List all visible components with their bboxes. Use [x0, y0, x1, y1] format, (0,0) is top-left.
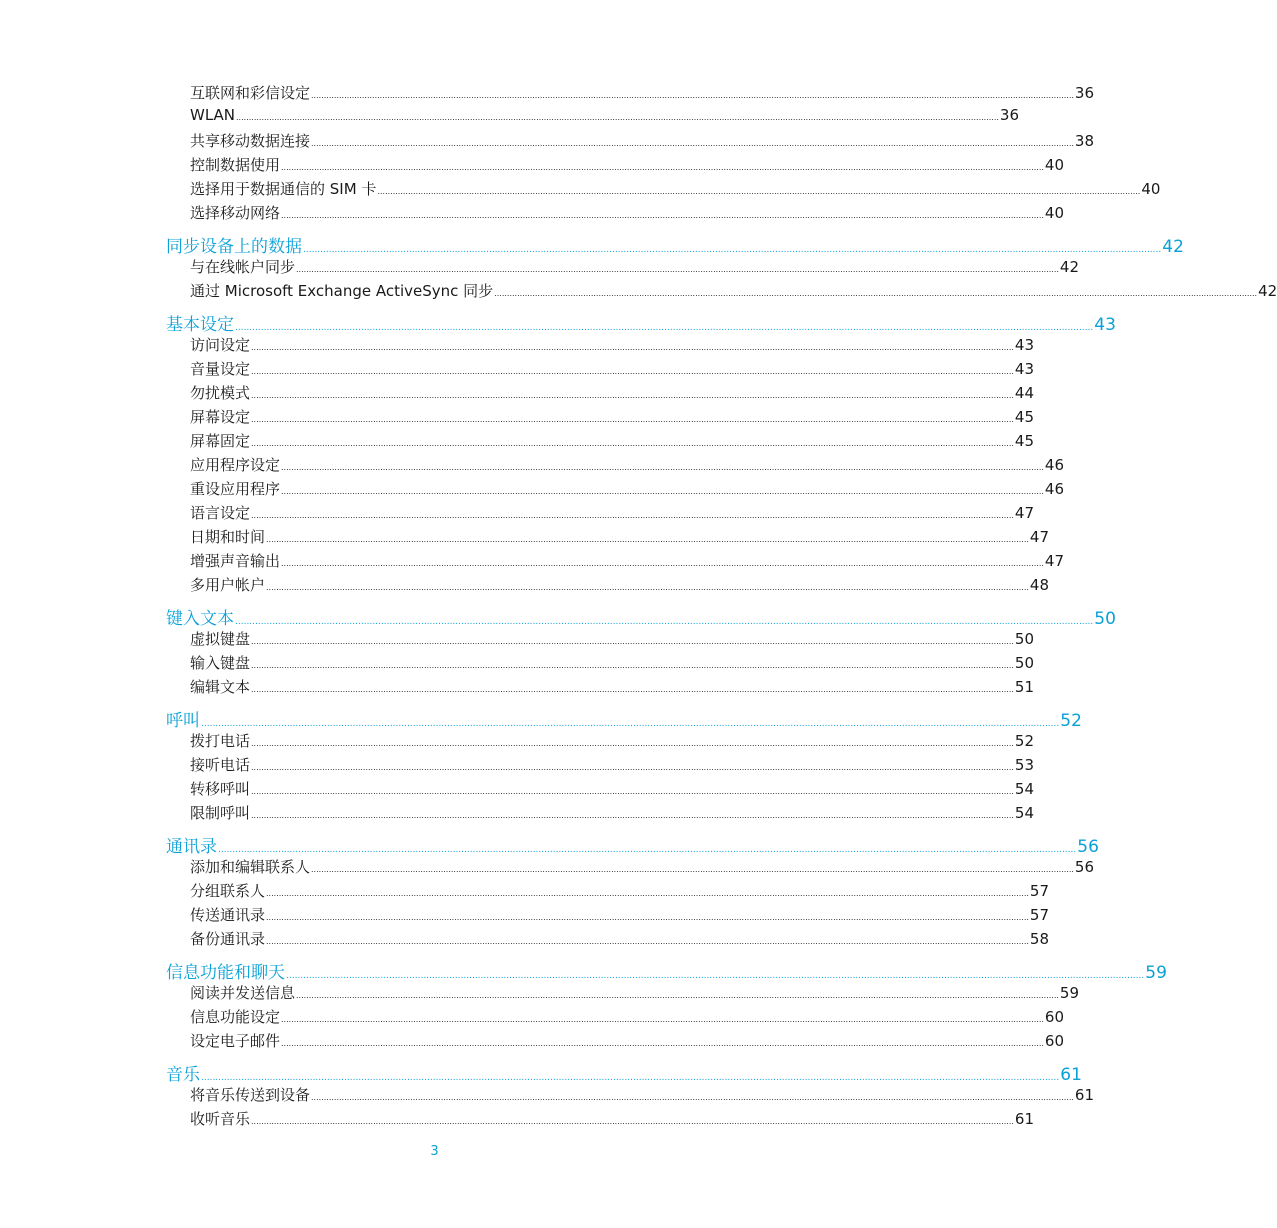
toc-dot-leader: ............................................................................................................................................................................................................................................................................................................ — [266, 535, 1029, 544]
toc-dot-leader: ............................................................................................................................................................................................................................................................................................................ — [377, 187, 1141, 196]
toc-entry[interactable] — [190, 502, 1034, 526]
toc-entry-title: 音量设定 — [190, 360, 251, 378]
toc-dot-leader: ............................................................................................................................................................................................................................................................................................................ — [201, 1073, 1060, 1083]
toc-entry-page: 58 — [1029, 930, 1049, 948]
toc-entry[interactable] — [190, 154, 1064, 178]
toc-dot-leader: ............................................................................................................................................................................................................................................................................................................ — [266, 913, 1029, 922]
toc-dot-leader: ............................................................................................................................................................................................................................................................................................................ — [251, 1117, 1014, 1126]
toc-entry-title: 应用程序设定 — [190, 456, 281, 474]
toc-entry-title: 互联网和彩信设定 — [190, 84, 311, 102]
toc-entry-title: 通过 Microsoft Exchange ActiveSync 同步 — [190, 282, 494, 300]
toc-entry-title: 信息功能设定 — [190, 1008, 281, 1026]
toc-entry[interactable] — [190, 430, 1034, 454]
toc-section-entry[interactable] — [166, 958, 1167, 984]
toc-entry-page: 40 — [1141, 180, 1161, 198]
toc-entry-title: 基本设定 — [166, 315, 234, 335]
toc-entry-page: 42 — [1162, 237, 1184, 257]
toc-dot-leader: ............................................................................................................................................................................................................................................................................................................ — [281, 463, 1044, 472]
toc-entry-title: 阅读并发送信息 — [190, 984, 296, 1002]
toc-section-entry[interactable] — [166, 1060, 1082, 1086]
toc-entry-page: 47 — [1029, 528, 1049, 546]
toc-entry-page: 47 — [1044, 552, 1064, 570]
toc-dot-leader: ............................................................................................................................................................................................................................................................................................................ — [251, 811, 1014, 820]
toc-entry-title: 控制数据使用 — [190, 156, 281, 174]
toc-entry-page: 43 — [1014, 336, 1034, 354]
toc-dot-leader: ............................................................................................................................................................................................................................................................................................................ — [296, 265, 1059, 274]
toc-entry-title: 多用户帐户 — [190, 576, 266, 594]
toc-entry-page: 42 — [1059, 258, 1079, 276]
toc-entry[interactable] — [190, 256, 1079, 280]
toc-entry-page: 56 — [1074, 858, 1094, 876]
toc-entry-title: 分组联系人 — [190, 882, 266, 900]
toc-entry[interactable] — [190, 334, 1034, 358]
toc-entry[interactable] — [190, 628, 1034, 652]
page-number: 3 — [430, 1144, 439, 1159]
toc-dot-leader: ............................................................................................................................................................................................................................................................................................................ — [251, 391, 1014, 400]
toc-entry-page: 60 — [1044, 1008, 1064, 1026]
toc-dot-leader: ............................................................................................................................................................................................................................................................................................................ — [251, 367, 1014, 376]
toc-entry-title: 勿扰模式 — [190, 384, 251, 402]
toc-dot-leader: ............................................................................................................................................................................................................................................................................................................ — [311, 865, 1074, 874]
toc-entry-page: 36 — [1074, 84, 1094, 102]
toc-dot-leader: ............................................................................................................................................................................................................................................................................................................ — [235, 617, 1094, 627]
toc-section-entry[interactable] — [166, 604, 1116, 630]
toc-entry-page: 50 — [1094, 609, 1116, 629]
toc-entry-title: 增强声音输出 — [190, 552, 281, 570]
toc-dot-leader: ............................................................................................................................................................................................................................................................................................................ — [251, 511, 1014, 520]
toc-entry-page: 50 — [1014, 630, 1034, 648]
toc-entry-title: 传送通讯录 — [190, 906, 266, 924]
toc-entry-title: 收听音乐 — [190, 1110, 251, 1128]
toc-entry-page: 45 — [1014, 408, 1034, 426]
toc-dot-leader: ............................................................................................................................................................................................................................................................................................................ — [266, 889, 1029, 898]
toc-dot-leader: ............................................................................................................................................................................................................................................................................................................ — [251, 787, 1014, 796]
toc-entry[interactable] — [190, 178, 1161, 202]
toc-entry-page: 57 — [1029, 882, 1049, 900]
toc-entry-page: 60 — [1044, 1032, 1064, 1050]
toc-entry-title: 虚拟键盘 — [190, 630, 251, 648]
toc-entry-title: 语言设定 — [190, 504, 251, 522]
toc-entry[interactable] — [190, 280, 1277, 304]
toc-entry-page: 51 — [1014, 678, 1034, 696]
toc-dot-leader: ............................................................................................................................................................................................................................................................................................................ — [251, 637, 1014, 646]
toc-entry[interactable] — [190, 904, 1049, 928]
toc-entry-title: 访问设定 — [190, 336, 251, 354]
toc-dot-leader: ............................................................................................................................................................................................................................................................................................................ — [494, 289, 1258, 298]
toc-entry[interactable] — [190, 358, 1034, 382]
toc-dot-leader: ............................................................................................................................................................................................................................................................................................................ — [296, 991, 1059, 1000]
toc-entry-page: 40 — [1044, 204, 1064, 222]
toc-entry-page: 43 — [1014, 360, 1034, 378]
toc-entry-title: 转移呼叫 — [190, 780, 251, 798]
toc-entry-page: 45 — [1014, 432, 1034, 450]
toc-entry-page: 38 — [1074, 132, 1094, 150]
toc-entry-page: 40 — [1044, 156, 1064, 174]
toc-entry-page: 54 — [1014, 780, 1034, 798]
toc-dot-leader: ............................................................................................................................................................................................................................................................................................................ — [281, 1039, 1044, 1048]
toc-entry-page: 57 — [1029, 906, 1049, 924]
toc-entry[interactable] — [190, 130, 1094, 154]
toc-entry-page: 42 — [1258, 282, 1277, 300]
toc-dot-leader: ............................................................................................................................................................................................................................................................................................................ — [251, 415, 1014, 424]
toc-entry-title: 编辑文本 — [190, 678, 251, 696]
toc-entry[interactable] — [190, 730, 1034, 754]
toc-entry-page: 44 — [1014, 384, 1034, 402]
toc-entry[interactable] — [190, 754, 1034, 778]
toc-entry-title: 屏幕设定 — [190, 408, 251, 426]
toc-dot-leader: ............................................................................................................................................................................................................................................................................................................ — [311, 1093, 1074, 1102]
toc-entry-page: 56 — [1077, 837, 1099, 857]
toc-entry-title: 呼叫 — [166, 711, 200, 731]
toc-entry-page: 61 — [1074, 1086, 1094, 1104]
toc-entry-title: 设定电子邮件 — [190, 1032, 281, 1050]
toc-entry[interactable] — [190, 928, 1049, 952]
toc-entry-title: 共享移动数据连接 — [190, 132, 311, 150]
toc-entry-page: 52 — [1060, 711, 1082, 731]
toc-entry[interactable] — [190, 574, 1049, 598]
toc-entry-title: 与在线帐户同步 — [190, 258, 296, 276]
toc-entry-page: 53 — [1014, 756, 1034, 774]
toc-entry[interactable] — [190, 1006, 1064, 1030]
toc-entry[interactable] — [190, 1108, 1034, 1132]
toc-entry[interactable] — [190, 202, 1064, 226]
toc-dot-leader: ............................................................................................................................................................................................................................................................................................................ — [251, 685, 1014, 694]
toc-entry-title: 选择移动网络 — [190, 204, 281, 222]
toc-dot-leader: ............................................................................................................................................................................................................................................................................................................ — [281, 559, 1044, 568]
toc-entry[interactable] — [190, 652, 1034, 676]
toc-entry[interactable] — [190, 880, 1049, 904]
toc-dot-leader: ............................................................................................................................................................................................................................................................................................................ — [251, 439, 1014, 448]
toc-dot-leader: ............................................................................................................................................................................................................................................................................................................ — [251, 739, 1014, 748]
toc-entry-page: 61 — [1060, 1065, 1082, 1085]
toc-dot-leader: ............................................................................................................................................................................................................................................................................................................ — [251, 661, 1014, 670]
toc-section-entry[interactable] — [166, 832, 1099, 858]
toc-dot-leader: ............................................................................................................................................................................................................................................................................................................ — [311, 139, 1074, 148]
toc-entry-title: 同步设备上的数据 — [166, 237, 302, 257]
toc-entry[interactable] — [190, 454, 1064, 478]
toc-entry[interactable] — [190, 106, 1019, 130]
toc-section-entry[interactable] — [166, 310, 1116, 336]
toc-entry-title: 键入文本 — [166, 609, 234, 629]
toc-entry[interactable] — [190, 550, 1064, 574]
toc-dot-leader: ............................................................................................................................................................................................................................................................................................................ — [235, 323, 1094, 333]
toc-section-entry[interactable] — [166, 232, 1184, 258]
toc-entry-page: 61 — [1014, 1110, 1034, 1128]
toc-entry-page: 46 — [1044, 480, 1064, 498]
toc-entry[interactable] — [190, 82, 1094, 106]
toc-entry-title: 接听电话 — [190, 756, 251, 774]
toc-dot-leader: ............................................................................................................................................................................................................................................................................................................ — [286, 971, 1145, 981]
toc-entry[interactable] — [190, 382, 1034, 406]
toc-entry[interactable] — [190, 778, 1034, 802]
toc-entry[interactable] — [190, 1030, 1064, 1054]
toc-entry-title: 信息功能和聊天 — [166, 963, 285, 983]
toc-entry-page: 36 — [999, 106, 1019, 124]
toc-dot-leader: ............................................................................................................................................................................................................................................................................................................ — [251, 343, 1014, 352]
toc-entry-title: 输入键盘 — [190, 654, 251, 672]
toc-entry-title: 添加和编辑联系人 — [190, 858, 311, 876]
toc-entry-page: 54 — [1014, 804, 1034, 822]
toc-entry-page: 59 — [1145, 963, 1167, 983]
toc-dot-leader: ............................................................................................................................................................................................................................................................................................................ — [251, 763, 1014, 772]
toc-section-entry[interactable] — [166, 706, 1082, 732]
toc-entry-title: 备份通讯录 — [190, 930, 266, 948]
toc-entry-title: WLAN — [190, 106, 236, 124]
toc-entry-page: 48 — [1029, 576, 1049, 594]
toc-entry-page: 47 — [1014, 504, 1034, 522]
toc-entry-page: 59 — [1059, 984, 1079, 1002]
toc-entry-title: 限制呼叫 — [190, 804, 251, 822]
toc-entry-title: 通讯录 — [166, 837, 217, 857]
toc-entry-title: 拨打电话 — [190, 732, 251, 750]
toc-entry[interactable] — [190, 856, 1094, 880]
toc-entry-page: 46 — [1044, 456, 1064, 474]
toc-dot-leader: ............................................................................................................................................................................................................................................................................................................ — [266, 937, 1029, 946]
toc-dot-leader: ............................................................................................................................................................................................................................................................................................................ — [281, 1015, 1044, 1024]
toc-entry-title: 屏幕固定 — [190, 432, 251, 450]
toc-entry-page: 52 — [1014, 732, 1034, 750]
toc-entry-title: 选择用于数据通信的 SIM 卡 — [190, 180, 377, 198]
toc-entry[interactable] — [190, 526, 1049, 550]
toc-entry-title: 音乐 — [166, 1065, 200, 1085]
toc-dot-leader: ............................................................................................................................................................................................................................................................................................................ — [266, 583, 1029, 592]
toc-dot-leader: ............................................................................................................................................................................................................................................................................................................ — [218, 845, 1077, 855]
toc-dot-leader: ............................................................................................................................................................................................................................................................................................................ — [281, 163, 1044, 172]
toc-dot-leader: ............................................................................................................................................................................................................................................................................................................ — [303, 245, 1162, 255]
toc-entry[interactable] — [190, 982, 1079, 1006]
toc-entry[interactable] — [190, 676, 1034, 700]
toc-entry-page: 50 — [1014, 654, 1034, 672]
toc-entry[interactable] — [190, 478, 1064, 502]
toc-entry[interactable] — [190, 802, 1034, 826]
toc-entry-title: 日期和时间 — [190, 528, 266, 546]
toc-dot-leader: ............................................................................................................................................................................................................................................................................................................ — [281, 487, 1044, 496]
toc-entry-page: 43 — [1094, 315, 1116, 335]
toc-entry[interactable] — [190, 1084, 1094, 1108]
toc-entry[interactable] — [190, 406, 1034, 430]
toc-entry-title: 将音乐传送到设备 — [190, 1086, 311, 1104]
toc-entry-title: 重设应用程序 — [190, 480, 281, 498]
toc-dot-leader: ............................................................................................................................................................................................................................................................................................................ — [311, 91, 1074, 100]
toc-dot-leader: ............................................................................................................................................................................................................................................................................................................ — [281, 211, 1044, 220]
toc-dot-leader: ............................................................................................................................................................................................................................................................................................................ — [236, 113, 999, 122]
toc-dot-leader: ............................................................................................................................................................................................................................................................................................................ — [201, 719, 1060, 729]
